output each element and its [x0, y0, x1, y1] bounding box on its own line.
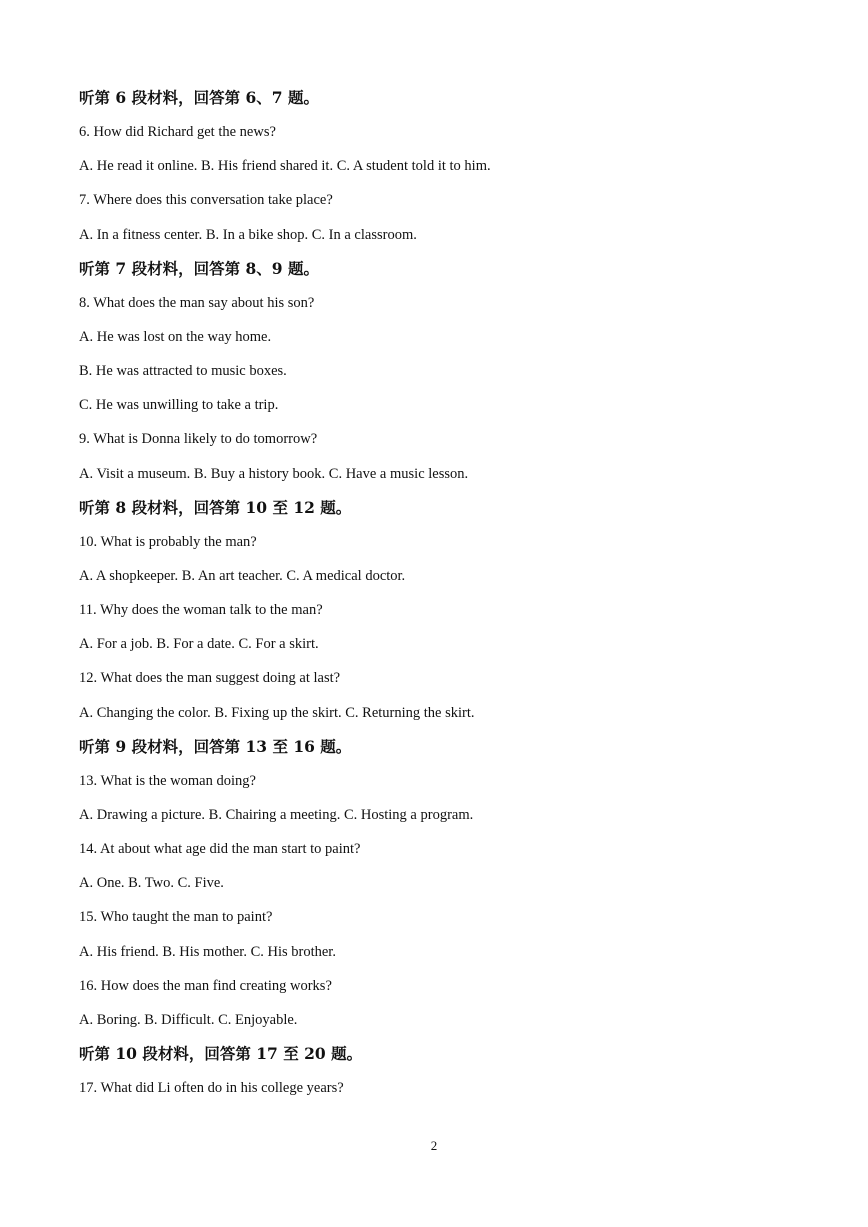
question-9: 9. What is Donna likely to do tomorrow? — [79, 431, 318, 448]
options-9: A. Visit a museum. B. Buy a history book. C. Have a music lesson. — [79, 465, 469, 482]
section-heading-7: 听第 7 段材料，回答第 8、9 题。 — [79, 258, 319, 278]
question-13: 13. What is the woman doing? — [79, 772, 256, 789]
options-12: A. Changing the color. B. Fixing up the skirt. C. Returning the skirt. — [79, 704, 475, 721]
options-6: A. He read it online. B. His friend shared it. C. A student told it to him. — [79, 158, 491, 175]
question-8: 8. What does the man say about his son? — [79, 294, 315, 311]
question-14: 14. At about what age did the man start to paint? — [79, 841, 361, 858]
question-17: 17. What did Li often do in his college years? — [79, 1080, 344, 1097]
option-8-b: B. He was attracted to music boxes. — [79, 363, 287, 380]
options-15: A. His friend. B. His mother. C. His brother. — [79, 943, 336, 960]
question-11: 11. Why does the woman talk to the man? — [79, 602, 323, 619]
question-6: 6. How did Richard get the news? — [79, 124, 276, 141]
option-8-c: C. He was unwilling to take a trip. — [79, 397, 279, 414]
section-heading-9: 听第 9 段材料，回答第 13 至 16 题。 — [79, 736, 352, 756]
question-7: 7. Where does this conversation take place? — [79, 192, 333, 209]
question-12: 12. What does the man suggest doing at last? — [79, 670, 341, 687]
options-10: A. A shopkeeper. B. An art teacher. C. A medical doctor. — [79, 567, 406, 584]
question-16: 16. How does the man find creating works? — [79, 977, 332, 994]
section-heading-10: 听第 10 段材料，回答第 17 至 20 题。 — [79, 1043, 363, 1063]
question-10: 10. What is probably the man? — [79, 533, 257, 550]
options-13: A. Drawing a picture. B. Chairing a meeting. C. Hosting a program. — [79, 806, 474, 823]
question-15: 15. Who taught the man to paint? — [79, 909, 273, 926]
question-list — [79, 86, 799, 1110]
page-number: 2 — [430, 1138, 438, 1153]
option-8-a: A. He was lost on the way home. — [79, 328, 272, 345]
section-heading-6: 听第 6 段材料，回答第 6、7 题。 — [79, 88, 319, 107]
section-heading-8: 听第 8 段材料，回答第 10 至 12 题。 — [79, 497, 352, 517]
options-16: A. Boring. B. Difficult. C. Enjoyable. — [79, 1011, 298, 1028]
options-14: A. One. B. Two. C. Five. — [79, 875, 224, 892]
options-7: A. In a fitness center. B. In a bike shop. C. In a classroom. — [79, 226, 417, 243]
options-11: A. For a job. B. For a date. C. For a skirt. — [79, 636, 319, 653]
